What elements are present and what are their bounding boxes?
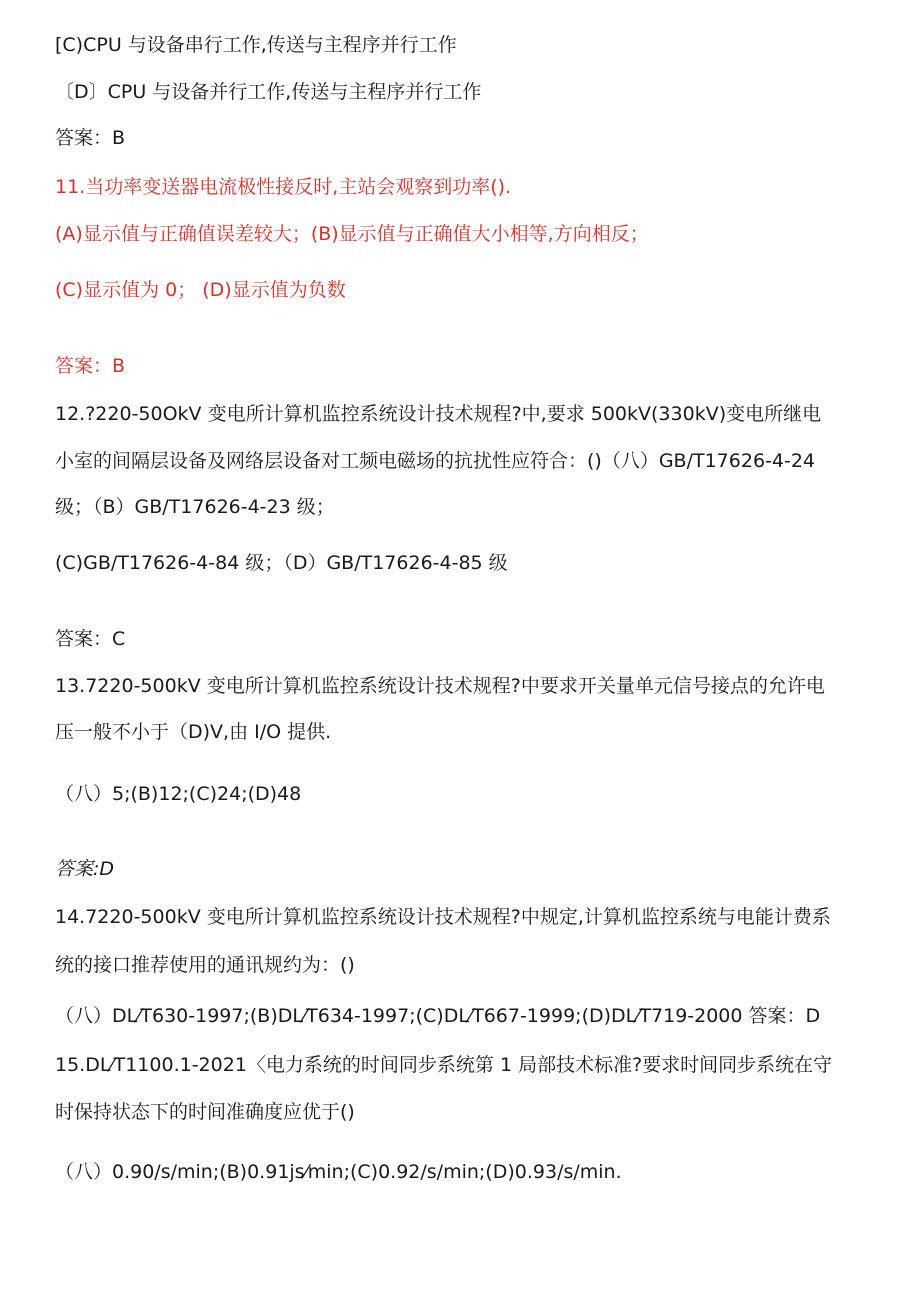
answer-q11: 答案：B bbox=[55, 355, 126, 377]
question-15-line-2: 时保持状态下的时间准确度应优于() bbox=[55, 1101, 355, 1123]
question-12-line-3: 级；（B）GB/T17626-4-23 级； bbox=[55, 496, 335, 518]
answer-q10: 答案：B bbox=[55, 127, 126, 149]
question-14-line-1: 14.7220-500kV 变电所计算机监控系统设计技术规程?中规定,计算机监控系统与电能计费系 bbox=[55, 906, 831, 928]
option-c-q10: [C)CPU 与设备串行工作,传送与主程序并行工作 bbox=[55, 34, 457, 56]
options-cd-q12: (C)GB/T17626-4-84 级；（D）GB/T17626-4-85 级 bbox=[55, 552, 508, 574]
option-d-q10: 〔D〕CPU 与设备并行工作,传送与主程序并行工作 bbox=[55, 81, 482, 103]
question-14-line-2: 统的接口推荐使用的通讯规约为：() bbox=[55, 954, 355, 976]
question-12-line-1: 12.?220-50OkV 变电所计算机监控系统设计技术规程?中,要求 500kV(330kV)变电所继电 bbox=[55, 403, 822, 425]
question-11: 11.当功率变送器电流极性接反时,主站会观察到功率(). bbox=[55, 176, 512, 198]
options-answer-q14: （八）DL⁄T630-1997;(B)DL⁄T634-1997;(C)DL⁄T667-1999;(D)DL⁄T719-2000 答案：D bbox=[55, 1005, 821, 1027]
question-13-line-2: 压一般不小于（D)V,由 I/O 提供. bbox=[55, 721, 332, 743]
options-q13: （八）5;(B)12;(C)24;(D)48 bbox=[55, 783, 302, 805]
question-12-line-2: 小室的间隔层设备及网络层设备对工频电磁场的抗扰性应符合：()（八）GB/T17626-4-24 bbox=[55, 450, 816, 472]
question-15-line-1: 15.DL⁄T1100.1-2021〈电力系统的时间同步系统第 1 局部技术标准?要求时间同步系统在守 bbox=[55, 1054, 833, 1076]
answer-q13: 答案:D bbox=[55, 858, 115, 880]
options-cd-q11: (C)显示值为 0； (D)显示值为负数 bbox=[55, 279, 346, 301]
answer-q12: 答案：C bbox=[55, 628, 126, 650]
question-13-line-1: 13.7220-500kV 变电所计算机监控系统设计技术规程?中要求开关量单元信号接点的允许电 bbox=[55, 675, 825, 697]
options-q15: （八）0.90/s/min;(B)0.91js⁄min;(C)0.92/s/min;(D)0.93/s/min. bbox=[55, 1161, 622, 1183]
options-ab-q11: (A)显示值与正确值误差较大；(B)显示值与正确值大小相等,方向相反； bbox=[55, 223, 649, 245]
